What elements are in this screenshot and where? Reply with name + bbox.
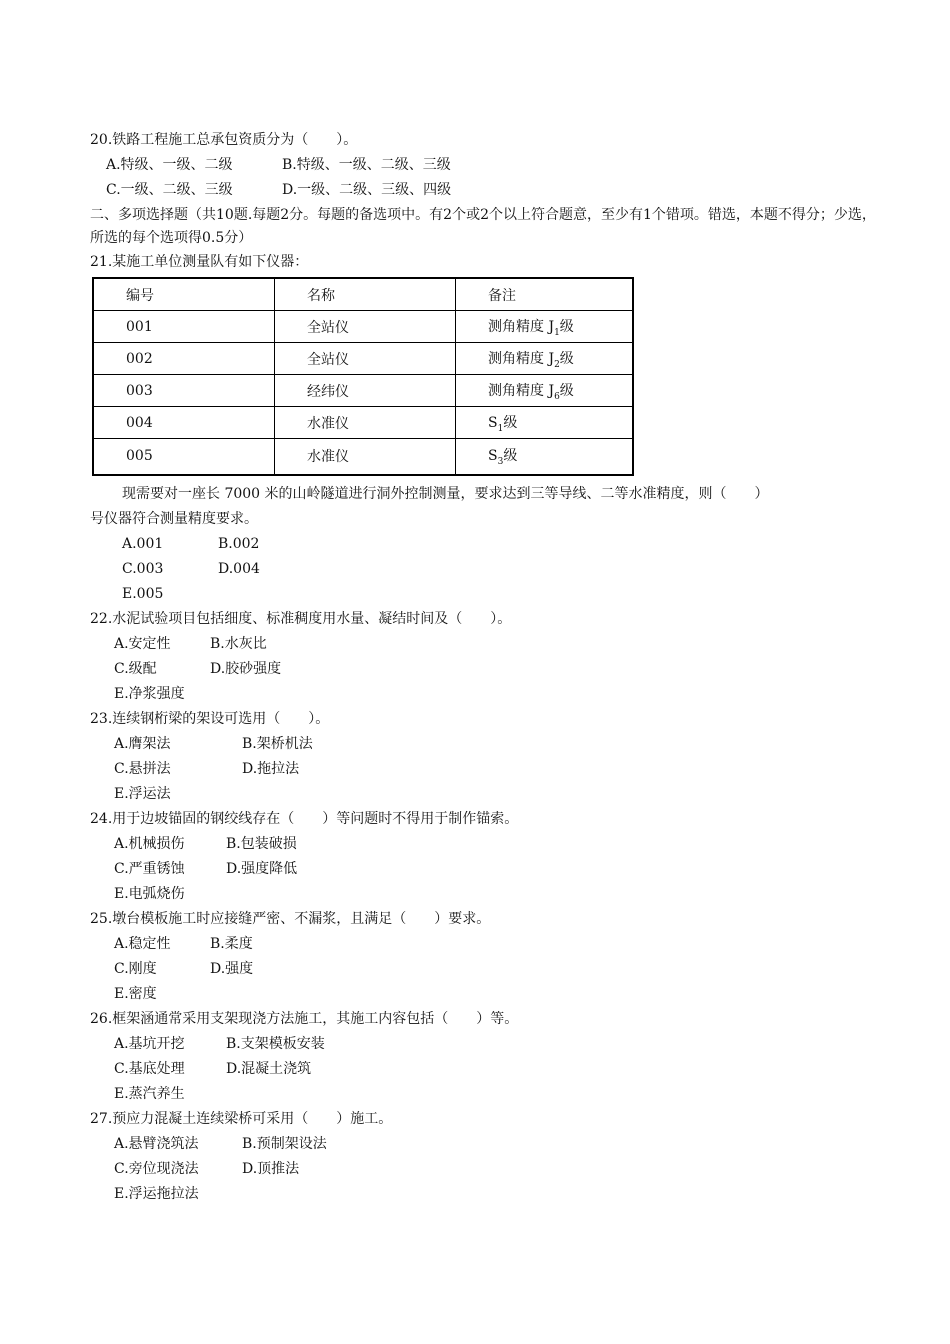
q26-option-a: A.基坑开挖 (114, 1035, 185, 1052)
table-header-row (93, 278, 633, 311)
cell-id: 001 (93, 311, 275, 343)
q25-option-c: C.刚度 (114, 960, 157, 977)
cell-name: 水准仪 (275, 407, 456, 439)
q25-option-d: D.强度 (210, 960, 254, 977)
section2-heading: 二、多项选择题（共10题.每题2分。每题的备选项中。有2个或2个以上符合题意，至少有1个错项。错选，本题不得分；少选，所选的每个选项得0.5分） (90, 207, 876, 246)
cell-name: 水准仪 (275, 439, 456, 475)
q26-options-row1 (90, 1032, 880, 1057)
cell-id: 003 (93, 375, 275, 407)
q25-stem: 25.墩台模板施工时应接缝严密、不漏浆，且满足（ ）要求。 (90, 910, 491, 927)
table-row (93, 439, 633, 475)
q21-stem: 21.某施工单位测量队有如下仪器： (90, 254, 309, 270)
q24-option-a: A.机械损伤 (114, 835, 185, 852)
q23-option-d: D.拖拉法 (242, 760, 300, 777)
cell-note: 测角精度 $J_6$级 (456, 375, 634, 407)
q25-options-row3 (90, 982, 880, 1007)
q23-stem: 23.连续钢桁梁的架设可选用（ ）。 (90, 710, 330, 727)
q21-option-d: D.004 (218, 560, 260, 577)
q22-option-a: A.安定性 (114, 635, 171, 652)
q24-option-c: C.严重锈蚀 (114, 860, 185, 877)
q23-option-b: B.架桥机法 (242, 735, 313, 752)
q24-stem: 24.用于边坡锚固的钢绞线存在（ ）等问题时不得用于制作锚索。 (90, 810, 519, 827)
q27-option-c: C.旁位现浇法 (114, 1160, 199, 1177)
q24-options-row1 (90, 832, 880, 857)
q20-stem: 20.铁路工程施工总承包资质分为（ ）。 (90, 132, 358, 148)
cell-id: 002 (93, 343, 275, 375)
table-row (93, 407, 633, 439)
q21-options-row2 (90, 557, 880, 582)
q26-option-d: D.混凝土浇筑 (226, 1060, 312, 1077)
q20-option-d: D.一级、二级、三级、四级 (282, 182, 452, 198)
q20-option-a: A.特级、一级、二级 (106, 157, 233, 173)
q25-options-row2 (90, 957, 880, 982)
q21-text2: 号仪器符合测量精度要求。 (90, 510, 258, 527)
instrument-table (92, 277, 634, 476)
q21-option-b: B.002 (218, 535, 260, 552)
cell-note: $S_1$级 (456, 407, 634, 439)
q22-option-c: C.级配 (114, 660, 157, 677)
cell-id: 004 (93, 407, 275, 439)
q27-options-row2 (90, 1157, 880, 1182)
q21-options-row1 (90, 532, 880, 557)
q20-option-b: B.特级、一级、二级、三级 (282, 157, 451, 173)
q20-option-c: C.一级、二级、三级 (106, 182, 233, 198)
cell-note: 测角精度 $J_1$级 (456, 311, 634, 343)
q27-option-d: D.顶推法 (242, 1160, 300, 1177)
q23-options-row3 (90, 782, 880, 807)
q21-option-a: A.001 (122, 535, 164, 552)
q21-option-e: E.005 (122, 585, 164, 602)
q22-option-b: B.水灰比 (210, 635, 267, 652)
q24-options-row2 (90, 857, 880, 882)
q22-option-e: E.净浆强度 (114, 685, 185, 702)
q22-option-d: D.胶砂强度 (210, 660, 282, 677)
q25-option-b: B.柔度 (210, 935, 253, 952)
q27-stem: 27.预应力混凝土连续梁桥可采用（ ）施工。 (90, 1110, 393, 1127)
table-row (93, 343, 633, 375)
cell-id: 005 (93, 439, 275, 475)
q22-options-row3 (90, 682, 880, 707)
q27-options-row3 (90, 1182, 880, 1207)
q23-options-row1 (90, 732, 880, 757)
cell-note: 测角精度 $J_2$级 (456, 343, 634, 375)
q22-stem: 22.水泥试验项目包括细度、标准稠度用水量、凝结时间及（ ）。 (90, 610, 512, 627)
q21-option-c: C.003 (122, 560, 164, 577)
q25-option-e: E.密度 (114, 985, 157, 1002)
q26-options-row3 (90, 1082, 880, 1107)
cell-name: 全站仪 (275, 343, 456, 375)
q23-option-c: C.悬拼法 (114, 760, 171, 777)
q27-option-a: A.悬臂浇筑法 (114, 1135, 199, 1152)
q26-option-e: E.蒸汽养生 (114, 1085, 185, 1102)
table-row (93, 311, 633, 343)
q25-option-a: A.稳定性 (114, 935, 171, 952)
q20-options-row2 (90, 178, 880, 203)
q26-stem: 26.框架涵通常采用支架现浇方法施工，其施工内容包括（ ）等。 (90, 1010, 519, 1027)
q27-options-row1 (90, 1132, 880, 1157)
q23-option-a: A.膺架法 (114, 735, 171, 752)
q27-option-e: E.浮运拖拉法 (114, 1185, 199, 1202)
q25-options-row1 (90, 932, 880, 957)
table-row (93, 375, 633, 407)
q22-options-row2 (90, 657, 880, 682)
q23-option-e: E.浮运法 (114, 785, 171, 802)
cell-name: 全站仪 (275, 311, 456, 343)
q21-text1: 现需要对一座长 7000 米的山岭隧道进行洞外控制测量，要求达到三等导线、二等水准精度，则（ ） (122, 485, 769, 502)
cell-name: 经纬仪 (275, 375, 456, 407)
q24-options-row3 (90, 882, 880, 907)
q23-options-row2 (90, 757, 880, 782)
q26-option-b: B.支架模板安装 (226, 1035, 325, 1052)
q26-options-row2 (90, 1057, 880, 1082)
cell-note: $S_3$级 (456, 439, 634, 475)
q24-option-b: B.包装破损 (226, 835, 297, 852)
q24-option-d: D.强度降低 (226, 860, 298, 877)
header-id: 编号 (93, 278, 275, 311)
q27-option-b: B.预制架设法 (242, 1135, 327, 1152)
header-name: 名称 (275, 278, 456, 311)
exam-page (90, 128, 880, 1207)
q20-options-row1 (90, 153, 880, 178)
q26-option-c: C.基底处理 (114, 1060, 185, 1077)
q24-option-e: E.电弧烧伤 (114, 885, 185, 902)
q21-options-row3 (90, 582, 880, 607)
header-note: 备注 (456, 278, 634, 311)
q22-options-row1 (90, 632, 880, 657)
